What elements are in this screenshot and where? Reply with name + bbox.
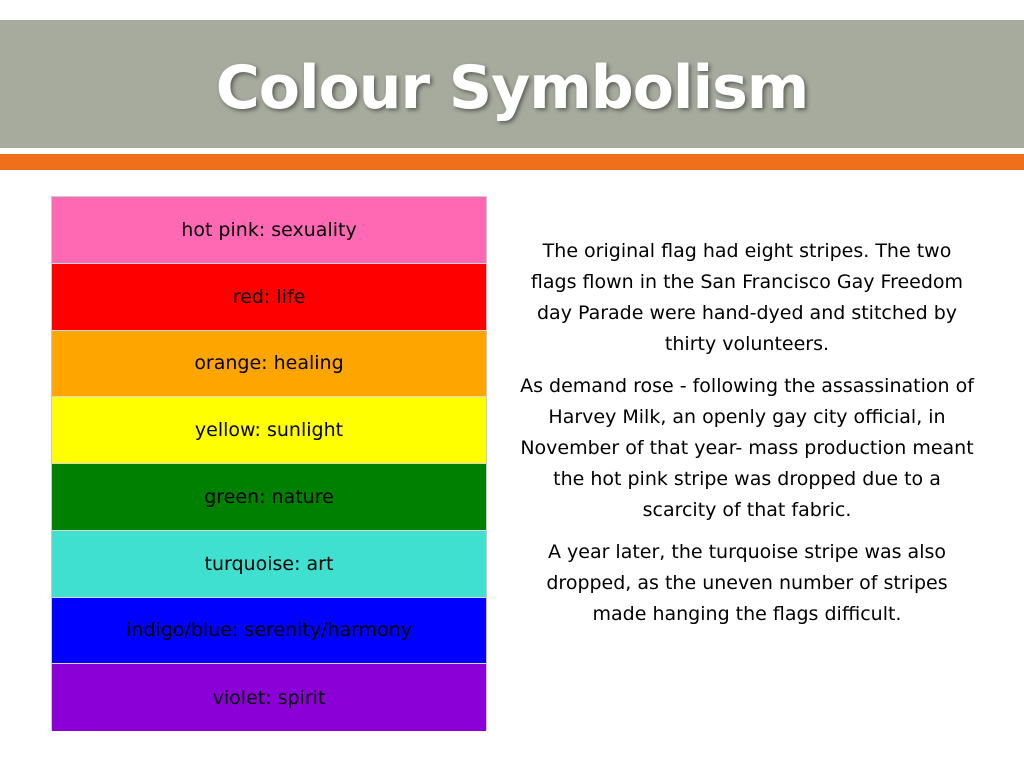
stripe-label: turquoise: art [204,552,334,575]
colour-stripe-table [51,196,487,730]
stripe-label: violet: spirit [212,686,326,709]
stripe-indigo-blue [52,598,486,665]
stripe-label: indigo/blue: serenity/harmony [126,619,412,642]
stripe-label: green: nature [204,485,334,508]
stripe-label: yellow: sunlight [194,419,344,442]
stripe-red [52,264,486,331]
stripe-label: hot pink: sexuality [181,218,357,241]
stripe-orange [52,331,486,398]
stripe-label: red: life [232,285,306,308]
stripe-green [52,464,486,531]
stripe-label: orange: healing [194,352,344,375]
stripe-turquoise [52,531,486,598]
title-band [0,20,1024,148]
body-text [517,236,977,641]
slide-title: Colour Symbolism [215,53,809,123]
stripe-violet [52,664,486,731]
paragraph-year-later: A year later, the turquoise stripe was also dropped, as the uneven number of stripes made hanging the flags difficult. [546,541,948,625]
paragraph-original-flag: The original flag had eight stripes. The two flags flown in the San Francisco Gay Freedom day Parade were hand-dyed and stitched by thirty volunteers. [530,240,964,355]
paragraph-demand-rose: As demand rose - following the assassination of Harvey Milk, an openly gay city official, in November of that year- mass production meant the hot pink stripe was dropped due to a scarcity of that fabric. [520,375,974,521]
stripe-yellow [52,397,486,464]
stripe-hot-pink [52,197,486,264]
accent-bar [0,154,1024,170]
